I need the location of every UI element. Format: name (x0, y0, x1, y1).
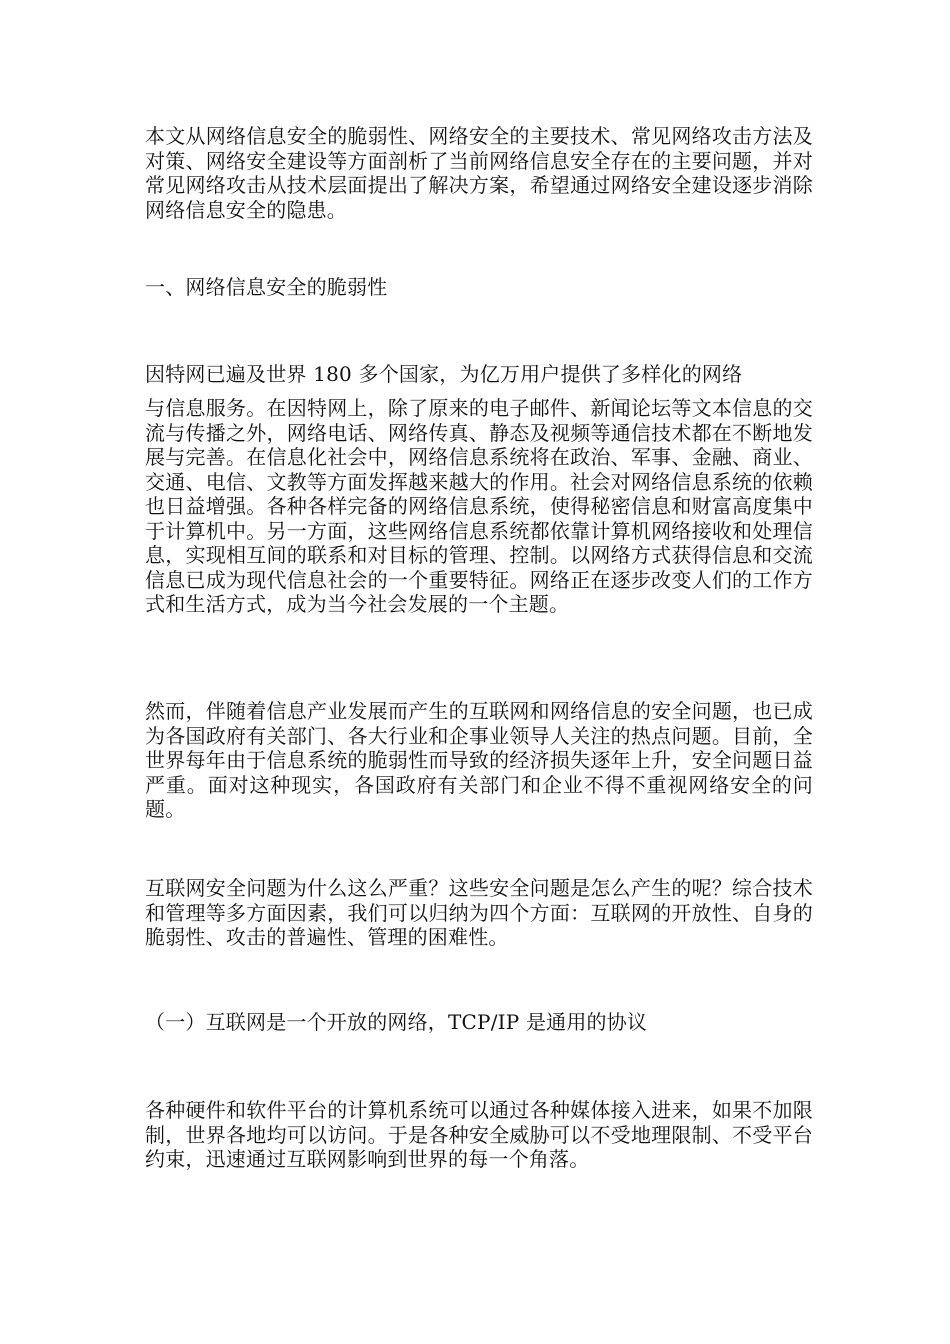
paragraph-3: 然而，伴随着信息产业发展而产生的互联网和网络信息的安全问题，也已成为各国政府有关部门、各大行业和企事业领导人关注的热点问题。目前，全世界每年由于信息系统的脆弱性而导致的经济损失逐年上升，安全问题日益严重。面对这种现实，各国政府有关部门和企业不得不重视网络安全的问题。 (145, 699, 813, 821)
paragraph-2-first-line: 因特网已遍及世界 180 多个国家，为亿万用户提供了多样化的网络 (145, 362, 743, 386)
paragraph-2-body: 与信息服务。在因特网上，除了原来的电子邮件、新闻论坛等文本信息的交流与传播之外，网络电话、网络传真、静态及视频等通信技术都在不断地发展与完善。在信息化社会中，网络信息系统将在政治、军事、金融、商业、交通、电信、文教等方面发挥越来越大的作用。社会对网络信息系统的依赖也日益增强。各种各样完备的网络信息系统，使得秘密信息和财富高度集中于计算机中。另一方面，这些网络信息系统都依靠计算机网络接收和处理信息，实现相互间的联系和对目标的管理、控制。以网络方式获得信息和交流信息已成为现代信息社会的一个重要特征。网络正在逐步改变人们的工作方式和生活方式，成为当今社会发展的一个主题。 (145, 396, 813, 616)
paragraph-5: 各种硬件和软件平台的计算机系统可以通过各种媒体接入进来，如果不加限制，世界各地均可以访问。于是各种安全威胁可以不受地理限制、不受平台约束，迅速通过互联网影响到世界的每一个角落。 (145, 1098, 813, 1171)
section-heading-1: 一、网络信息安全的脆弱性 (145, 275, 388, 299)
subsection-heading-1: （一）互联网是一个开放的网络，TCP/IP 是通用的协议 (145, 1010, 648, 1034)
intro-paragraph: 本文从网络信息安全的脆弱性、网络安全的主要技术、常见网络攻击方法及对策、网络安全建设等方面剖析了当前网络信息安全存在的主要问题，并对常见网络攻击从技术层面提出了解决方案，希望通过网络安全建设逐步消除网络信息安全的隐患。 (145, 124, 813, 222)
paragraph-4: 互联网安全问题为什么这么严重？这些安全问题是怎么产生的呢？综合技术和管理等多方面因素，我们可以归纳为四个方面：互联网的开放性、自身的脆弱性、攻击的普遍性、管理的困难性。 (145, 876, 813, 949)
